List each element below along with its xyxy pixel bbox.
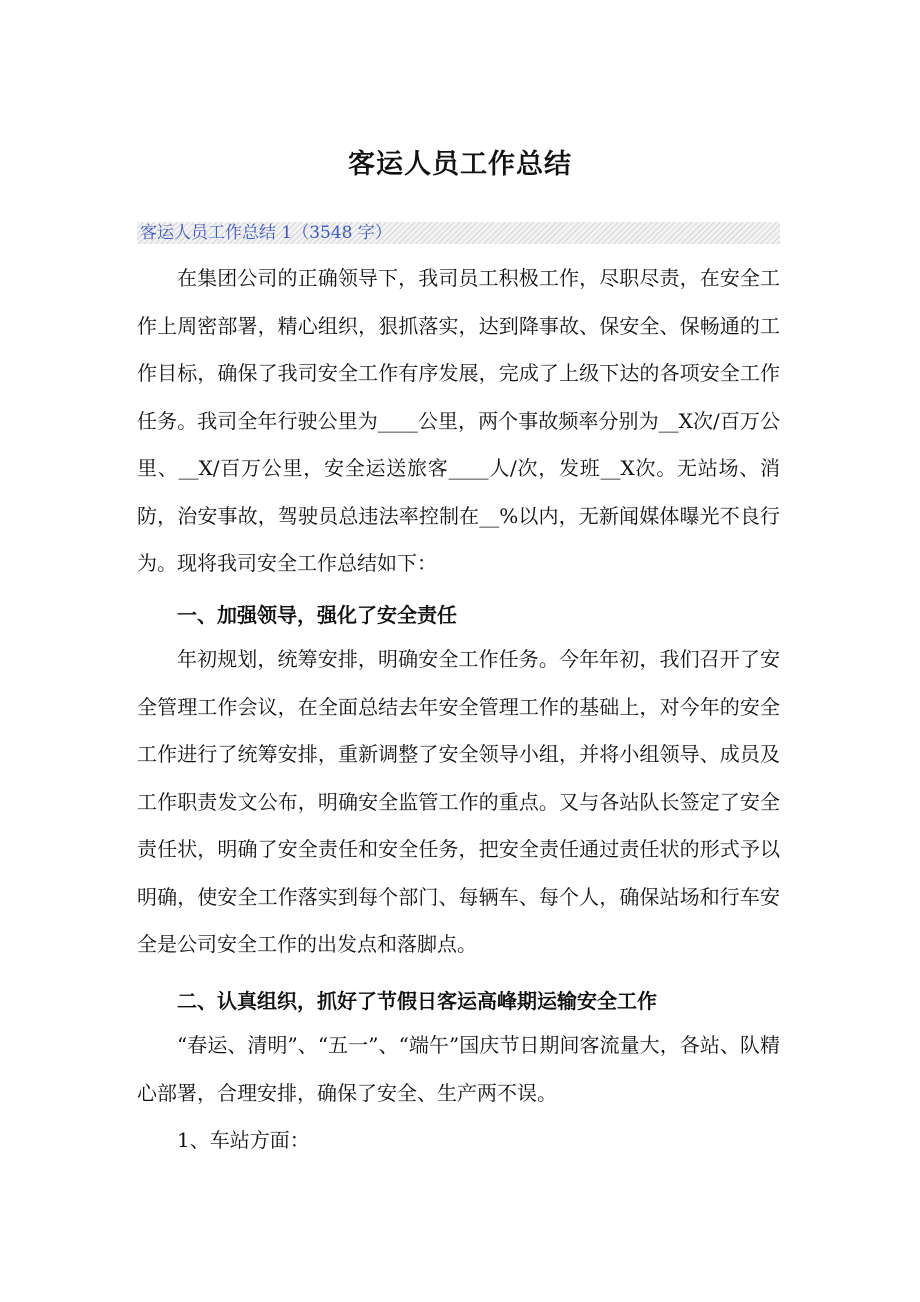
document-title: 客运人员工作总结: [348, 149, 572, 180]
section-heading-1: 一、加强领导，强化了安全责任: [177, 603, 457, 627]
section-subtitle: 客运人员工作总结 1（3548 字）: [140, 223, 392, 243]
section-2-paragraph: “春运、清明”、“五一”、“端午”国庆节日期间客流量大，各站、队精心部署，合理安排，确保了安全、生产两不误。: [137, 1033, 780, 1105]
section-1-paragraph: 年初规划，统筹安排，明确安全工作任务。今年年初，我们召开了安全管理工作会议，在全面总结去年安全管理工作的基础上，对今年的安全工作进行了统筹安排，重新调整了安全领导小组，并将小组领导、成员及工作职责发文公布，明确安全监管工作的重点。又与各站队长签定了安全责任状，明确了安全责任和安全任务，把安全责任通过责任状的形式予以明确，使安全工作落实到每个部门、每辆车、每个人，确保站场和行车安全是公司安全工作的出发点和落脚点。: [137, 647, 780, 956]
intro-paragraph: 在集团公司的正确领导下，我司员工积极工作，尽职尽责，在安全工作上周密部署，精心组织，狠抓落实，达到降事故、保安全、保畅通的工作目标，确保了我司安全工作有序发展，完成了上级下达的各项安全工作任务。我司全年行驶公里为____公里，两个事故频率分别为__X次/百万公里、__X/百万公里，安全运送旅客____人/次，发班__X次。无站场、消防，治安事故，驾驶员总违法率控制在__%以内，无新闻媒体曝光不良行为。现将我司安全工作总结如下：: [137, 266, 780, 575]
section-heading-2: 二、认真组织，抓好了节假日客运高峰期运输安全工作: [177, 989, 657, 1013]
list-item-station: 1、车站方面：: [177, 1128, 310, 1152]
